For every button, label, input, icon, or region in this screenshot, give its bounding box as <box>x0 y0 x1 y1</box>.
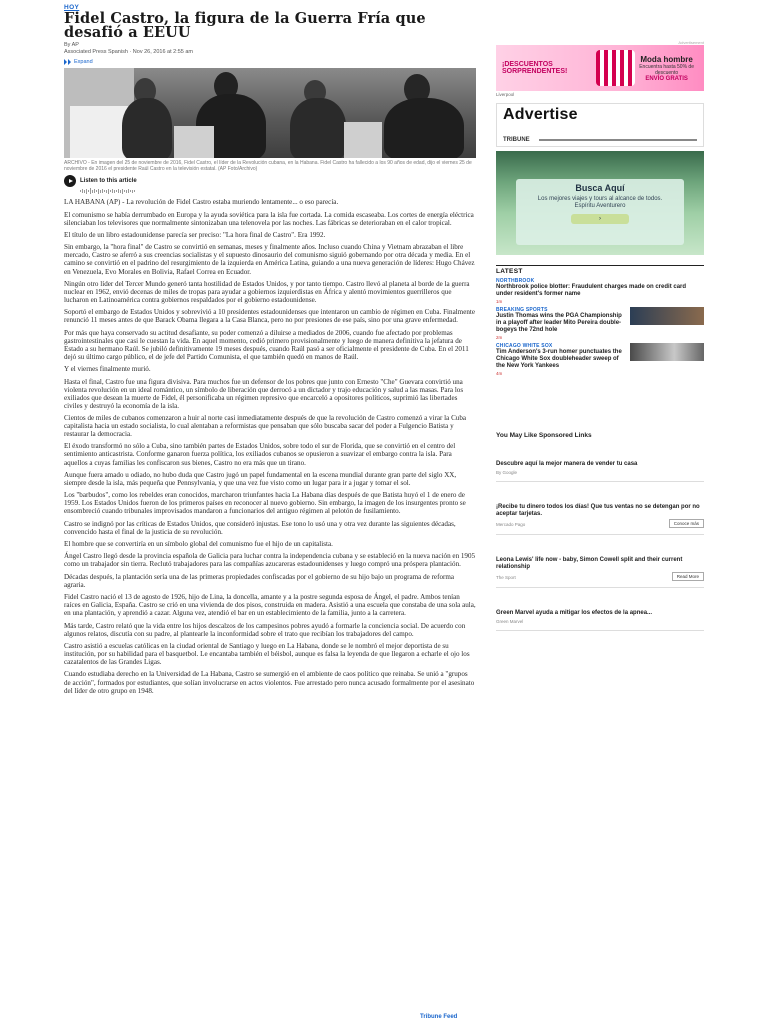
sponsored-item[interactable] <box>496 504 704 535</box>
article-headline: Fidel Castro, la figura de la Guerra Fría que desafió a EEUU <box>64 10 426 41</box>
sponsored-divider <box>496 630 704 631</box>
ad-envio: ENVÍO GRATIS <box>645 75 688 82</box>
ad-sub: Encuentra hasta 50% de descuento <box>639 63 694 76</box>
tribune-logo: TRIBUNE <box>503 137 530 143</box>
byline-author[interactable]: By AP <box>64 42 79 48</box>
photo-caption: ARCHIVO - En imagen del 25 de noviembre de 2016, Fidel Castro, el líder de la Revolución cubana, en la Habana. Fidel Castro ha fallecido a los 90 años de edad, dijo el viernes 25 de noviembre de 2016 el presidente Raúl Castro en la televisión estatal. (AP Foto/Archivo) <box>64 160 472 172</box>
sidebar <box>496 40 704 631</box>
latest-item[interactable] <box>496 343 704 376</box>
audio-waveform[interactable] <box>80 188 476 194</box>
sponsored-item[interactable] <box>496 610 704 631</box>
sponsored-cta-button[interactable]: Read More <box>672 572 704 581</box>
sponsored-meta <box>496 618 704 624</box>
expand-button[interactable] <box>64 59 476 65</box>
latest-item-time: 4m <box>496 371 503 376</box>
sponsored-meta <box>496 572 704 581</box>
listen-label: Listen to this article <box>80 178 137 184</box>
article-paragraph: Décadas después, la plantación sería una de las primeras propiedades confiscadas por el gobierno de su hijo bajo un programa de reforma agraria. <box>64 572 455 589</box>
latest-item-tag: BREAKING SPORTS <box>496 307 548 313</box>
byline-source: Associated Press Spanish · Nov 26, 2016 at 2:55 am <box>64 49 194 55</box>
article-paragraph: Castro asistió a escuelas católicas en la ciudad oriental de Santiago y luego en La Habana, donde se le nombró el mejor deportista de su institución, por su habilidad para el basquetbol. Le encantaba también el béisbol, aunque es falsa la leyenda de que llegaron a echarle el ojo los cazatalentos de las Grandes Ligas. <box>64 642 470 667</box>
play-icon[interactable] <box>64 175 76 187</box>
article-photo[interactable] <box>64 68 476 158</box>
latest-item-text <box>496 343 626 376</box>
latest-section <box>496 265 704 376</box>
latest-item-text[interactable]: Northbrook police blotter: Fraudulent charges made on credit card under resident's former name <box>496 284 687 297</box>
ad-title: Moda hombre <box>640 54 693 64</box>
article-paragraph: El éxodo transformó no sólo a Cuba, sino también partes de Estados Unidos, sobre todo el sur de Florida, que se convirtió en el centro del sentimiento anticastrista. Conforme ganaron fuerza política, los exiliados cubanos se opusieron a suavizar el embargo contra la isla. Para aquellos a cuyas familias les confiscaron sus bienes, Castro no era más que un tirano. <box>64 442 456 467</box>
ad-card-sub: Los mejores viajes y tours al alcance de todos. Espíritu Aventurero <box>537 196 663 209</box>
article-paragraph: Castro se indignó por las críticas de Estados Unidos, que consideró injustas. Ese tono lo usó una y otra vez durante las siguientes décadas, convencido hasta el final de la justicia de su revolución. <box>64 519 456 536</box>
article-paragraph: Los "barbudos", como los rebeldes eran conocidos, marcharon triunfantes hacia La Habana días después de que Batista huyó el 1 de enero de 1959. Los Estados Unidos fueron de los primeros países en reconocer al nuevo gobierno. Sin embargo, la imagen de los insurgentes pronto se ensombreció cuando tribunales improvisados mandaron a funcionarios del antiguo régimen al pelotón de fusilamiento. <box>64 491 466 516</box>
latest-item-thumbnail[interactable] <box>630 343 704 361</box>
article-paragraph: El comunismo se había derrumbado en Europa y la ayuda soviética para la isla fue cortada. La comida escaseaba. Los cortes de energía eléctrica silenciaban los televisores que normalmente sintonizaban una telenovela por las noches. Las fábricas se deterioraban en el calor tropical. <box>64 210 474 227</box>
ad-product-image <box>596 50 636 86</box>
latest-item-time: 2m <box>496 335 503 340</box>
sponsored-title[interactable]: Leona Lewis' life now - baby, Simon Cowell split and their current relationship <box>496 557 683 570</box>
ad-liverpool[interactable] <box>496 45 704 91</box>
sponsored-divider <box>496 481 704 482</box>
article-paragraph: Fidel Castro nació el 13 de agosto de 1926, hijo de Lina, la doncella, amante y a la postre segunda esposa de Ángel, el padre. Ambos tenían raíces en Galicia, España. Castro se crió en una vivienda de dos pisos, construida en madera. Asistió a una escuela que constaba de una sola aula, en una plantación, y aprendió a cazar. Alguna vez, atendió el bar en un establecimiento de la familia, junto a la carretera. <box>64 593 476 618</box>
article-paragraph: LA HABANA (AP) - La revolución de Fidel Castro estaba muriendo lentamente... o eso parecía. <box>64 198 339 207</box>
latest-item[interactable] <box>496 307 704 340</box>
sponsored-source: Green Marvel <box>496 619 524 624</box>
ad-label: Advertisement <box>678 40 704 45</box>
expand-icon <box>64 59 71 65</box>
sponsored-divider <box>496 587 704 588</box>
sponsored-meta <box>496 469 704 475</box>
byline <box>64 42 476 56</box>
footer-logo[interactable]: Tribune Feed <box>420 1014 458 1020</box>
article-paragraph: Aunque fuera amado u odiado, no hubo duda que Castro jugó un papel fundamental en la escena mundial durante gran parte del siglo XX, siempre desde la isla, más pequeña que Pennsylvania, y que una vez fue visto como un lugar para ir a jugar y tomar el sol. <box>64 470 457 487</box>
article-paragraph: Ningún otro líder del Tercer Mundo generó tanta hostilidad de Estados Unidos, y por tanto tiempo. Castro llevó al planeta al borde de la guerra nuclear en 1962, envió decenas de miles de tropas para ayudar a gobiernos izquierdistas en África y alentó movimientos guerrilleros que lucharon en Latinoamérica contra gobiernos respaldados por el gobierno estadounidense. <box>64 279 470 304</box>
article-paragraph: Por más que haya conservado su actitud desafiante, su poder comenzó a diluirse a mediados de 2006, cuando fue afectado por problemas gastrointestinales que casi le cuestan la vida. En aquel momento, cedió primero provisionalmente y luego de manera definitiva la jefatura de Estado a su hermano Raúl. Se jubiló definitivamente 19 meses después, cuando Raúl pasó a ser oficialmente el presidente de Cuba. En el 2011 dejó su último cargo público, el de jefe del Partido Comunista, el que también quedó en manos de Raúl. <box>64 328 469 361</box>
latest-item-tag: CHICAGO WHITE SOX <box>496 343 553 349</box>
sponsored-cta-button[interactable]: Conoce más <box>669 519 704 528</box>
article-paragraph: Cuando estudiaba derecho en la Universidad de La Habana, Castro se sumergió en el ambiente de caos político que reinaba. Se unió a "grupos de acción", formados por estudiantes, que solían involucrarse en actos violentos. Fue arrestado pero nunca acusado formalmente por el asesinato del líder de otro grupo en 1948. <box>64 670 475 695</box>
latest-item-text <box>496 307 626 340</box>
ad-card-button[interactable]: › <box>571 214 629 224</box>
article-paragraph: Ángel Castro llegó desde la provincia española de Galicia para luchar contra la independencia cubana y se estableció en la nueva nación en 1905 como un trabajador sin tierra. Reclutó trabajadores para las compañías azucareras estadounidenses y luego compró una próspera plantación. <box>64 552 476 569</box>
ad-busca-aqui[interactable] <box>496 151 704 255</box>
ad-store-name: Liverpool <box>496 92 515 97</box>
ad-card <box>516 179 684 245</box>
latest-item-text[interactable]: Justin Thomas wins the PGA Championship in a playoff after leader Mito Pereira double-bogeys the 72nd hole <box>496 313 622 333</box>
article-paragraph: El título de un libro estadounidense parecía ser preciso: "La hora final de Castro". Era 1992. <box>64 231 326 240</box>
ad-promo: ¡DESCUENTOS SORPRENDENTES! <box>502 61 568 75</box>
sponsored-title[interactable]: Green Marvel ayuda a mitigar los efectos de la apnea... <box>496 610 653 616</box>
latest-item-text[interactable]: Tim Anderson's 3-run homer punctuates the Chicago White Sox doubleheader sweep of the New York Yankees <box>496 349 622 369</box>
sponsored-source: The Sport <box>496 574 516 580</box>
article-column <box>64 4 476 695</box>
latest-item-time: 1m <box>496 299 503 304</box>
sponsored-item[interactable] <box>496 461 704 482</box>
latest-item-text <box>496 278 704 304</box>
article-body <box>64 198 476 694</box>
article-paragraph: Sin embargo, la "hora final" de Castro se convirtió en semanas, meses y finalmente años. Incluso cuando China y Vietnam abrazaban el libre mercado, Castro se aferró a sus creencias socialistas y el supuesto dinosaurio del comunismo siguió gobernando por otra década y media. En el camino se convirtió en el padrino del resurgimiento de la izquierda en América Latina, guiando a una nueva generación de líderes: Hugo Chávez en Venezuela, Evo Morales en Bolivia, Rafael Correa en Ecuador. <box>64 243 475 276</box>
article-paragraph: Soportó el embargo de Estados Unidos y sobrevivió a 10 presidentes estadounidenses que intentaron un cambio de régimen en Cuba. Finalmente renunció 11 meses antes de que Barack Obama llegara a la Casa Blanca, pero no por presiones de ese país, sino por una grave enfermedad. <box>64 308 476 325</box>
listen-to-article[interactable] <box>64 175 476 187</box>
ad-card-title: Busca Aquí <box>575 183 625 193</box>
article-paragraph: Más tarde, Castro relató que la vida entre los hijos descalzos de los campesinos pobres ayudó a formarle la conciencia social. De acuerdo con algunos relatos, discutía con su padre, al plantearle la inconformidad sobre el trato que recibían los trabajadores del campo. <box>64 621 466 638</box>
latest-list <box>496 278 704 376</box>
sponsored-title[interactable]: Descubre aquí la mejor manera de vender tu casa <box>496 461 638 467</box>
sponsored-divider <box>496 534 704 535</box>
sponsored-header: You May Like Sponsored Links <box>496 432 592 439</box>
sponsored-source: By Google <box>496 470 518 475</box>
section-label[interactable]: HOY <box>64 4 80 11</box>
ad-advertise[interactable] <box>496 103 704 147</box>
sponsored-title[interactable]: ¡Recibe tu dinero todos los días! Que tus ventas no se detengan por no aceptar tarjetas. <box>496 504 700 517</box>
article-paragraph: Cientos de miles de cubanos comenzaron a huir al norte casi inmediatamente después de que la revolución de Castro comenzó a virar la Cuba capitalista hacia un estado socialista, lo cual alentaban a reformistas que pensaban que sólo buscaba sacar del poder a Fulgencio Batista y restaurar la democracia. <box>64 414 467 439</box>
tribune-rule <box>539 139 697 141</box>
latest-item-tag: NORTHBROOK <box>496 278 535 284</box>
sponsored-section <box>496 432 704 631</box>
article-paragraph: El hombre que se convertiría en un símbolo global del comunismo fue el hijo de un capitalista. <box>64 540 333 549</box>
article-paragraph: Y el viernes finalmente murió. <box>64 365 151 374</box>
expand-label: Expand <box>74 59 93 65</box>
advertise-headline: Advertise <box>503 106 578 123</box>
ad-right <box>635 55 698 82</box>
latest-item[interactable] <box>496 278 704 304</box>
sponsored-list <box>496 461 704 631</box>
sponsored-meta <box>496 519 704 528</box>
article-paragraph: Hasta el final, Castro fue una figura divisiva. Para muchos fue un defensor de los pobres que junto con Ernesto "Che" Guevara convirtió una violenta revolución en un ideal romántico, un símbolo de liberación que derrocó a un dictador y trajo educación y salud a las masas. Para los exiliados que desean la muerte de Fidel, él personificaba un régimen represivo que encarceló a opositores políticos, suprimió las libertades civiles y destruyó la economía de la isla. <box>64 377 464 410</box>
latest-header: LATEST <box>496 265 704 275</box>
latest-item-thumbnail[interactable] <box>630 307 704 325</box>
sponsored-source: Mercado Pago <box>496 521 526 527</box>
sponsored-item[interactable] <box>496 557 704 588</box>
